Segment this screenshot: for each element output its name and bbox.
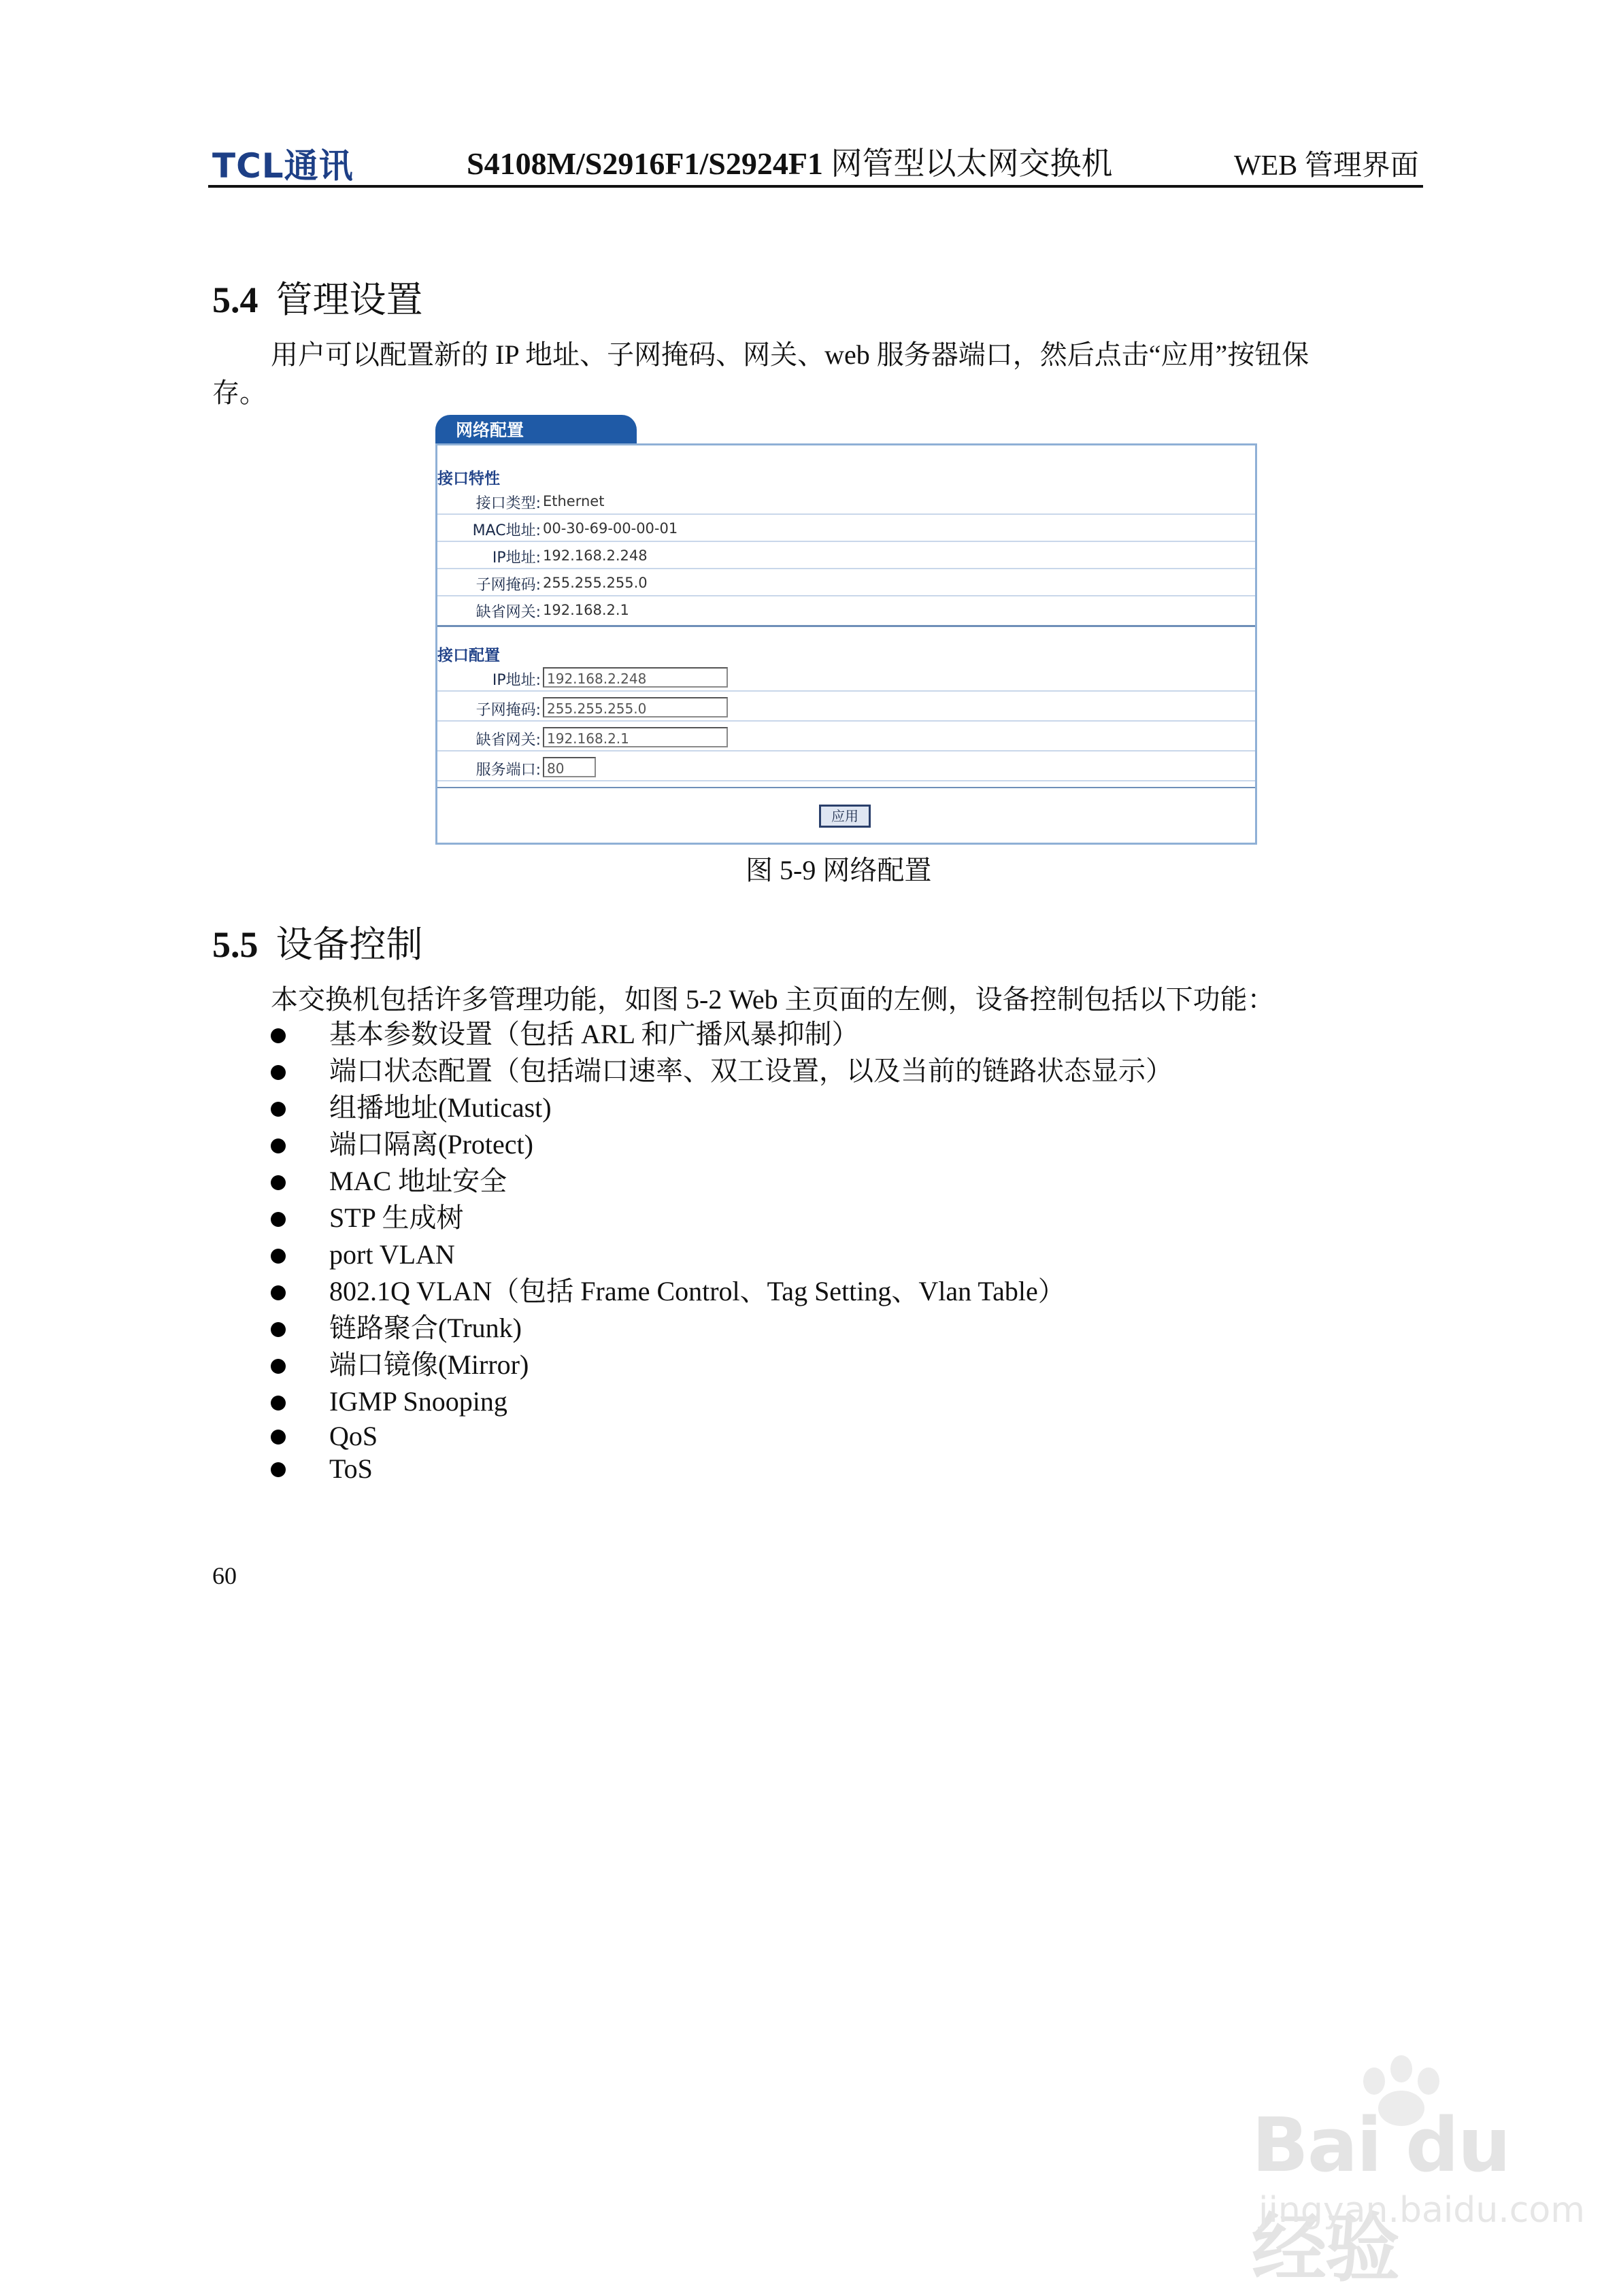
heading-text: 设备控制 <box>276 924 423 965</box>
property-label: 接口类型: <box>475 495 541 512</box>
config-label: 服务端口: <box>475 762 541 779</box>
list-item <box>269 1200 1173 1236</box>
figure-caption: 图 5-9 网络配置 <box>746 855 932 885</box>
property-value: 192.168.2.248 <box>543 547 648 564</box>
bullet-icon <box>271 1396 286 1411</box>
list-item-text: 组播地址(Muticast) <box>329 1092 552 1123</box>
property-row <box>437 488 1255 515</box>
list-item <box>269 1163 1173 1200</box>
baidu-watermark <box>1252 2054 1585 2292</box>
interface-properties-title: 接口特性 <box>437 470 500 488</box>
list-item-text: QoS <box>329 1421 378 1451</box>
heading-5-5 <box>212 915 423 968</box>
list-item-text: 端口隔离(Protect) <box>329 1129 533 1160</box>
gateway-input[interactable]: 192.168.2.1 <box>543 727 728 747</box>
list-item <box>269 1420 1173 1453</box>
property-label: 缺省网关: <box>475 604 541 621</box>
bullet-icon <box>271 1175 286 1190</box>
property-label: 子网掩码: <box>475 577 541 594</box>
config-row <box>437 754 1255 781</box>
list-item-text: 基本参数设置（包括 ARL 和广播风暴抑制） <box>329 1019 859 1049</box>
config-label: 缺省网关: <box>475 732 541 749</box>
property-label: MAC地址: <box>472 522 541 539</box>
watermark-url: jingyan.baidu.com <box>1258 2190 1585 2231</box>
property-value: 192.168.2.1 <box>543 602 629 618</box>
list-item <box>269 1273 1173 1310</box>
list-item-text: ToS <box>329 1453 373 1484</box>
bullet-icon <box>271 1249 286 1264</box>
list-item <box>269 1126 1173 1163</box>
list-item <box>269 1016 1173 1053</box>
list-item-text: 端口镜像(Mirror) <box>329 1349 529 1380</box>
property-row <box>437 569 1255 596</box>
config-label: IP地址: <box>492 672 541 689</box>
bullet-icon <box>271 1102 286 1117</box>
bullet-icon <box>271 1359 286 1374</box>
property-row <box>437 542 1255 569</box>
list-item <box>269 1310 1173 1347</box>
ip-address-input[interactable]: 192.168.2.248 <box>543 667 728 688</box>
section-divider <box>437 787 1255 788</box>
list-item-text: 802.1Q VLAN（包括 Frame Control、Tag Setting、Vlan Table） <box>329 1276 1065 1306</box>
bullet-icon <box>271 1322 286 1337</box>
bullet-icon <box>271 1028 286 1043</box>
list-item <box>269 1053 1173 1090</box>
bullet-icon <box>271 1285 286 1300</box>
heading-text: 管理设置 <box>276 280 423 320</box>
bullet-icon <box>271 1138 286 1153</box>
list-item <box>269 1383 1173 1420</box>
config-panel <box>435 443 1257 845</box>
bullet-icon <box>271 1065 286 1080</box>
document-title <box>467 139 1112 184</box>
apply-button[interactable]: 应用 <box>819 805 871 828</box>
paragraph-line: 用户可以配置新的 IP 地址、子网掩码、网关、web 服务器端口，然后点击“应用”按钮保 <box>271 339 1309 370</box>
paragraph-line: 存。 <box>212 377 267 408</box>
list-item-text: MAC 地址安全 <box>329 1166 507 1196</box>
network-config-screenshot <box>435 415 1257 843</box>
paragraph-intro: 本交换机包括许多管理功能，如图 5-2 Web 主页面的左侧，设备控制包括以下功能： <box>271 984 1275 1015</box>
service-port-input[interactable]: 80 <box>543 757 596 777</box>
section-divider <box>437 625 1255 627</box>
property-label: IP地址: <box>492 550 541 567</box>
list-item-text: STP 生成树 <box>329 1202 464 1233</box>
product-name: 网管型以太网交换机 <box>831 146 1113 181</box>
tcl-logo: TCL通讯 <box>212 146 354 186</box>
list-item <box>269 1236 1173 1273</box>
heading-number: 5.5 <box>212 924 258 965</box>
list-item <box>269 1453 1173 1485</box>
list-item-text: 链路聚合(Trunk) <box>329 1313 522 1343</box>
list-item-text: port VLAN <box>329 1239 455 1270</box>
property-value: 00-30-69-00-00-01 <box>543 520 678 537</box>
heading-5-4 <box>212 271 423 323</box>
config-row <box>437 694 1255 722</box>
tab-network-config[interactable]: 网络配置 <box>435 415 637 445</box>
property-row <box>437 596 1255 624</box>
bullet-icon <box>271 1212 286 1227</box>
header-divider <box>208 185 1423 188</box>
list-item-text: IGMP Snooping <box>329 1386 507 1417</box>
bullet-icon <box>271 1430 286 1445</box>
page-number: 60 <box>212 1562 237 1589</box>
config-label: 子网掩码: <box>475 702 541 719</box>
property-value: Ethernet <box>543 493 605 509</box>
chapter-name: WEB 管理界面 <box>1234 150 1419 182</box>
heading-number: 5.4 <box>212 280 258 320</box>
property-row <box>437 515 1255 542</box>
interface-config-title: 接口配置 <box>437 647 500 664</box>
model-number: S4108M/S2916F1/S2924F1 <box>467 146 823 181</box>
list-item <box>269 1347 1173 1383</box>
feature-list <box>269 1016 1173 1485</box>
list-item-text: 端口状态配置（包括端口速率、双工设置，以及当前的链路状态显示） <box>329 1056 1173 1086</box>
list-item <box>269 1090 1173 1126</box>
config-row <box>437 724 1255 752</box>
property-value: 255.255.255.0 <box>543 575 648 591</box>
subnet-mask-input[interactable]: 255.255.255.0 <box>543 697 728 718</box>
watermark-brand: Bai du 经验 <box>1252 2101 1510 2292</box>
config-row <box>437 664 1255 692</box>
bullet-icon <box>271 1462 286 1477</box>
